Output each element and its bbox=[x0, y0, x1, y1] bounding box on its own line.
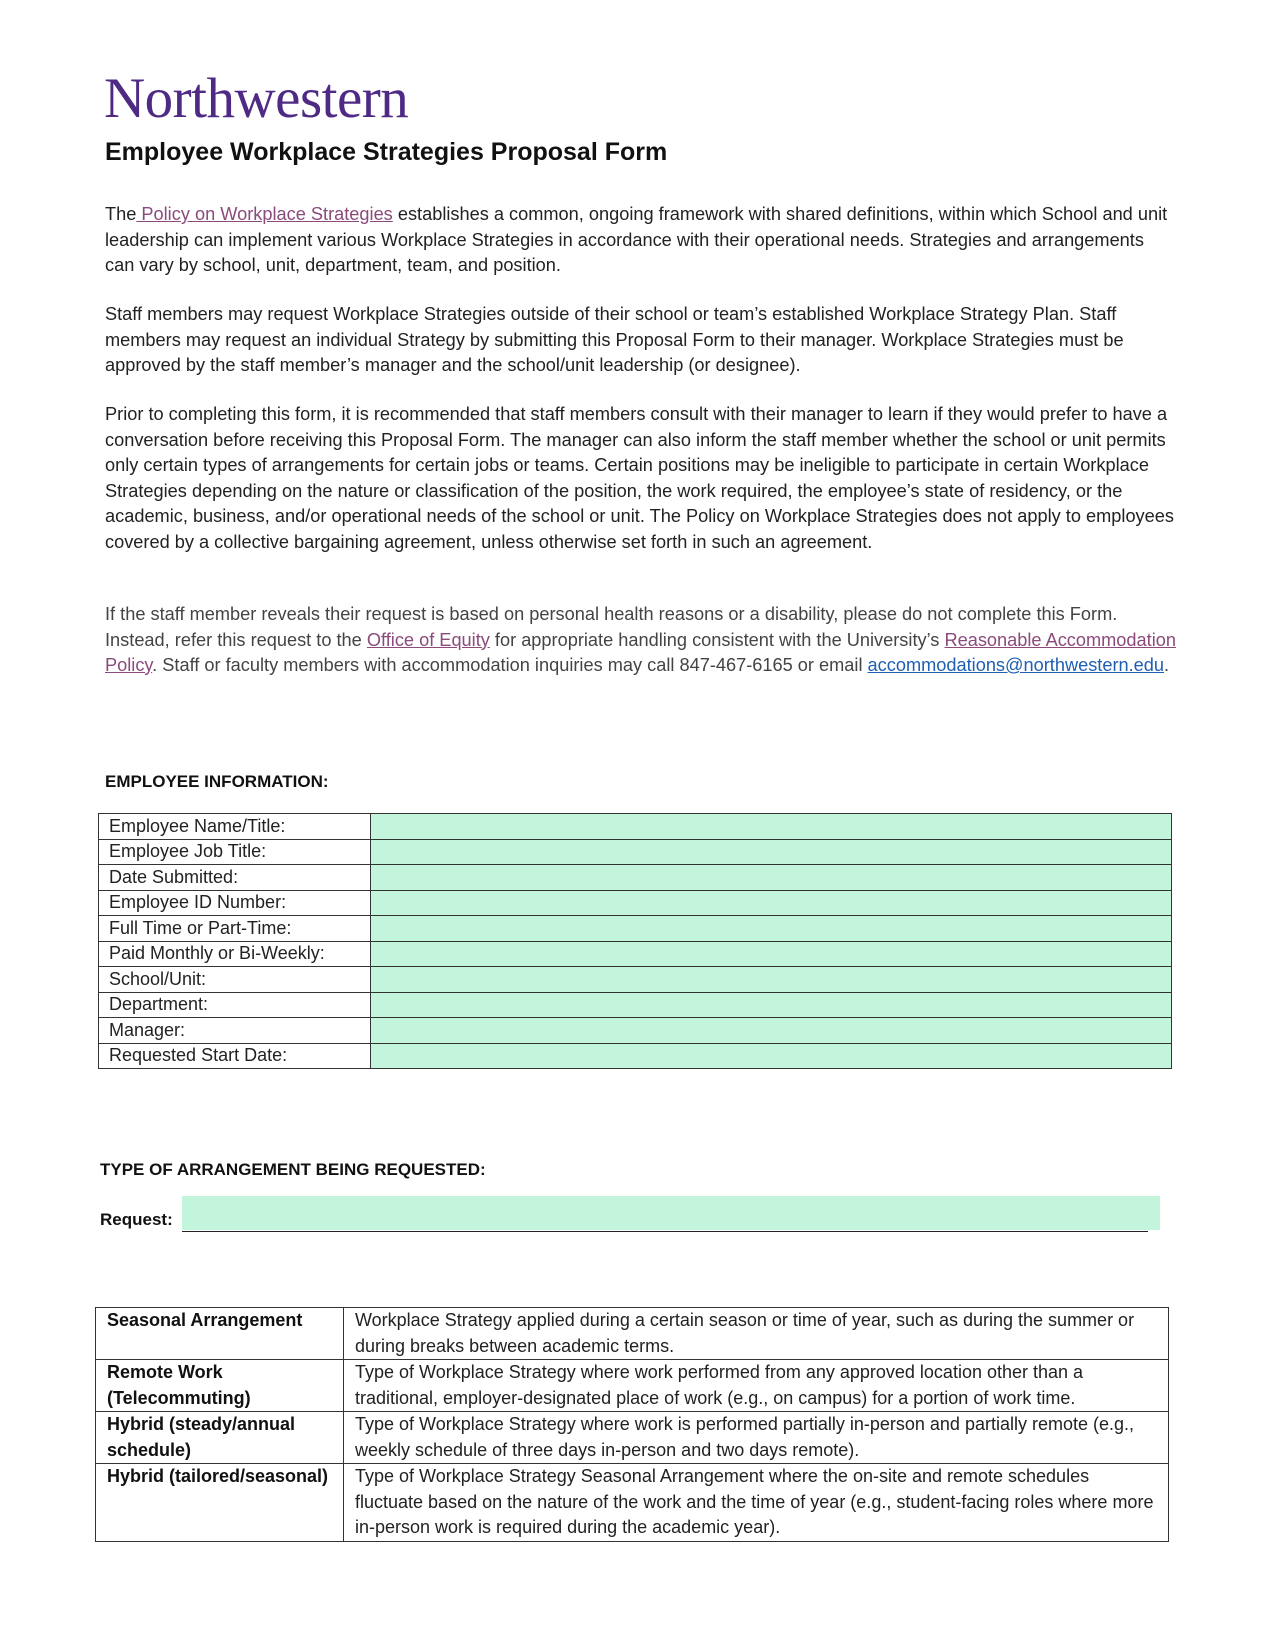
table-row bbox=[99, 941, 1172, 967]
table-row bbox=[99, 814, 1172, 840]
field-label: Full Time or Part-Time: bbox=[99, 916, 371, 942]
type-term: Remote Work (Telecommuting) bbox=[96, 1360, 344, 1412]
pay-frequency-field[interactable] bbox=[371, 941, 1172, 967]
field-label: Employee Job Title: bbox=[99, 839, 371, 865]
arrangement-heading: TYPE OF ARRANGEMENT BEING REQUESTED: bbox=[100, 1160, 486, 1179]
type-term: Hybrid (tailored/seasonal) bbox=[96, 1464, 344, 1542]
policy-link[interactable]: Policy on Workplace Strategies bbox=[136, 204, 393, 224]
type-term: Seasonal Arrangement bbox=[96, 1308, 344, 1360]
page-title: Employee Workplace Strategies Proposal Form bbox=[105, 138, 668, 166]
policy-link-2[interactable]: Policy bbox=[105, 655, 153, 675]
table-row bbox=[99, 916, 1172, 942]
field-label: Requested Start Date: bbox=[99, 1043, 371, 1069]
field-label: Department: bbox=[99, 992, 371, 1018]
table-row bbox=[99, 992, 1172, 1018]
office-of-equity-link[interactable]: Office of Equity bbox=[366, 629, 490, 650]
request-underline bbox=[182, 1231, 1148, 1232]
type-definition: Workplace Strategy applied during a certain season or time of year, such as during the summer or during breaks between academic terms. bbox=[344, 1308, 1169, 1360]
intro-paragraph-2: Staff members may request Workplace Strategies outside of their school or team’s established Workplace Strategy Plan. Staff members may request an individual Strategy by submitting this Proposal Form to their manager. Workplace Strategies must be approved by the staff member’s manager and the school/unit leadership (or designee). bbox=[105, 304, 1124, 375]
type-definition: Type of Workplace Strategy where work performed from any approved location other than a traditional, employer-designated place of work (e.g., on campus) for a portion of work time. bbox=[344, 1360, 1169, 1412]
table-row bbox=[96, 1464, 1169, 1542]
intro-paragraph-4: If the staff member reveals their request is based on personal health reasons or a disability, please do not complete this Form. Instead, refer this request to the Office of Equity for appropriate handling consistent with the University’s Reasonable Accommodation Policy. Staff or faculty members with accommodation inquiries may call 847-467-6165 or email accommodations@northwestern.edu. bbox=[105, 604, 1176, 675]
job-title-field[interactable] bbox=[371, 839, 1172, 865]
email-link[interactable]: accommodations@northwestern.edu bbox=[867, 655, 1165, 675]
department-field[interactable] bbox=[371, 992, 1172, 1018]
table-row bbox=[99, 890, 1172, 916]
school-unit-field[interactable] bbox=[371, 967, 1172, 993]
northwestern-logo: Northwestern bbox=[104, 67, 409, 130]
table-row bbox=[99, 839, 1172, 865]
field-label: Manager: bbox=[99, 1018, 371, 1044]
table-row bbox=[99, 1043, 1172, 1069]
employee-name-field[interactable] bbox=[371, 814, 1172, 840]
employee-info-table bbox=[98, 813, 1172, 1069]
arrangement-types-table bbox=[95, 1307, 1169, 1542]
type-definition: Type of Workplace Strategy Seasonal Arrangement where the on-site and remote schedules fluctuate based on the nature of the work and the time of year (e.g., student-facing roles where more in-person work is required during the academic year). bbox=[344, 1464, 1169, 1542]
manager-field[interactable] bbox=[371, 1018, 1172, 1044]
employee-info-heading: EMPLOYEE INFORMATION: bbox=[105, 772, 329, 791]
table-row bbox=[99, 865, 1172, 891]
start-date-field[interactable] bbox=[371, 1043, 1172, 1069]
intro-paragraph-3: Prior to completing this form, it is recommended that staff members consult with their manager to learn if they would prefer to have a conversation before receiving this Proposal Form. The manager can also inform the staff member whether the school or unit permits only certain types of arrangements for certain jobs or teams. Certain positions may be ineligible to participate in certain Workplace Strategies depending on the nature or classification of the position, the work required, the employee’s state of residency, or the academic, business, and/or operational needs of the school or unit. The Policy on Workplace Strategies does not apply to employees covered by a collective bargaining agreement, unless otherwise set forth in such an agreement. bbox=[105, 404, 1174, 552]
employee-id-field[interactable] bbox=[371, 890, 1172, 916]
field-label: Paid Monthly or Bi-Weekly: bbox=[99, 941, 371, 967]
table-row bbox=[96, 1412, 1169, 1464]
intro-paragraph-1: The Policy on Workplace Strategies establishes a common, ongoing framework with shared definitions, within which School and unit leadership can implement various Workplace Strategies in accordance with their operational needs. Strategies and arrangements can vary by school, unit, department, team, and position. bbox=[105, 204, 1168, 275]
full-part-time-field[interactable] bbox=[371, 916, 1172, 942]
type-definition: Type of Workplace Strategy where work is performed partially in-person and partially remote (e.g., weekly schedule of three days in-person and two days remote). bbox=[344, 1412, 1169, 1464]
request-field[interactable] bbox=[182, 1196, 1160, 1230]
table-row bbox=[99, 1018, 1172, 1044]
table-row bbox=[96, 1308, 1169, 1360]
request-label: Request: bbox=[100, 1210, 173, 1229]
field-label: Employee ID Number: bbox=[99, 890, 371, 916]
table-row bbox=[96, 1360, 1169, 1412]
type-term: Hybrid (steady/annual schedule) bbox=[96, 1412, 344, 1464]
field-label: Employee Name/Title: bbox=[99, 814, 371, 840]
field-label: Date Submitted: bbox=[99, 865, 371, 891]
date-submitted-field[interactable] bbox=[371, 865, 1172, 891]
field-label: School/Unit: bbox=[99, 967, 371, 993]
reasonable-accommodation-link[interactable]: Reasonable Accommodation bbox=[944, 629, 1176, 650]
table-row bbox=[99, 967, 1172, 993]
